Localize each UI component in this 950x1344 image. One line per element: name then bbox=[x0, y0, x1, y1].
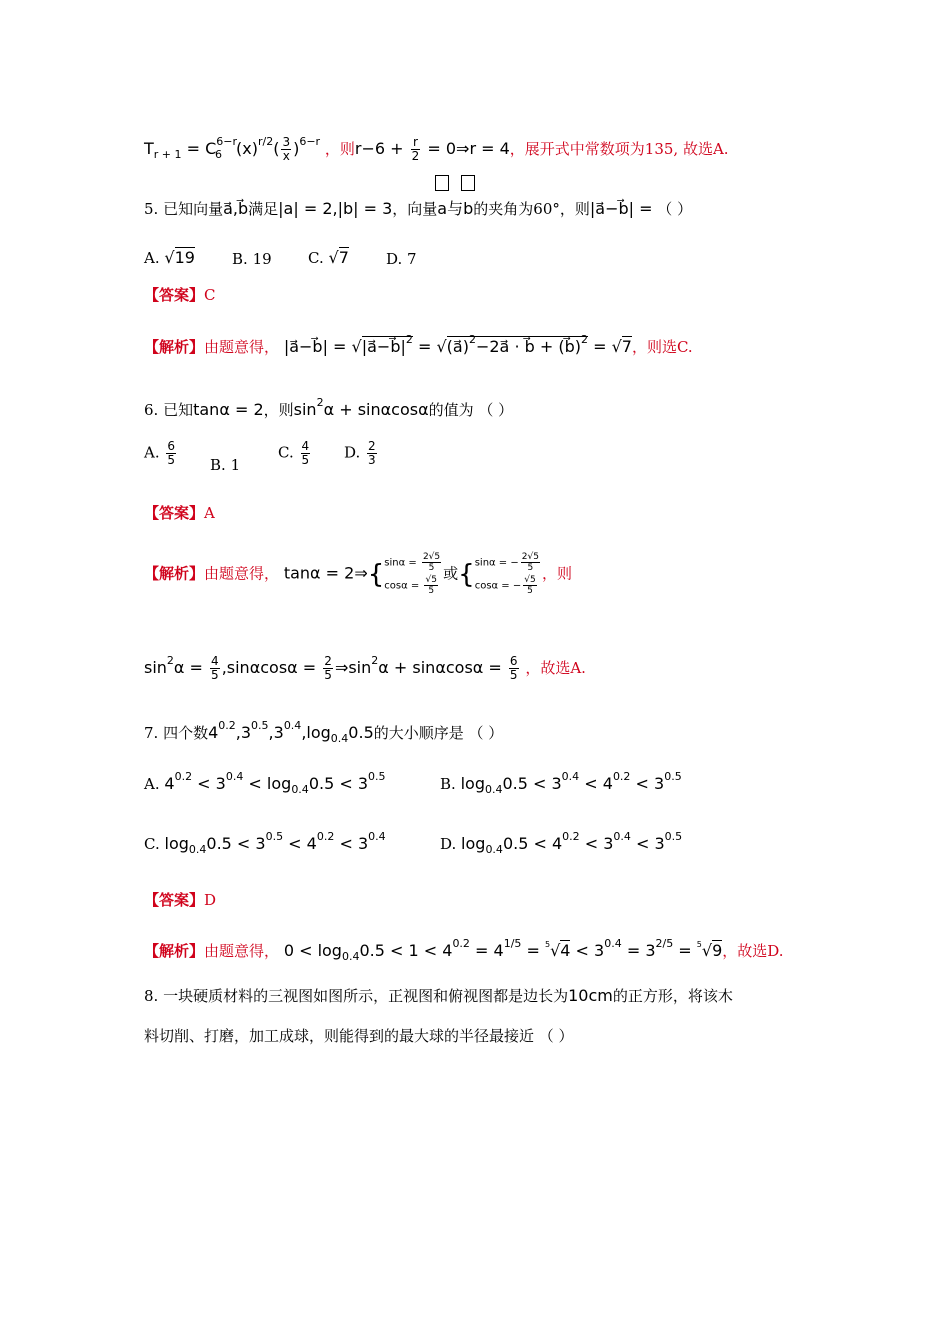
q5-analysis-formula: |a⃗−b⃗| = $√|a⃗-b⃗|^2$ = √(a⃗)$^2$−2a⃗ · b⃗ + (b⃗)$^2$ = √7 bbox=[283, 333, 632, 356]
q8-stem-line2: 料切削、打磨，加工成球，则能得到的最大球的半径最接近 （ ） bbox=[144, 1027, 574, 1045]
q6-analysis-line2: $\sin^2\alpha$ = $\frac{4}{5}$ ,sinαcosα = $\frac{2}{5}$ $\Rightarrow\sin^2\alpha + \sin\alpha\cos\alpha$ = $\frac{6}{5}$ ，故选A. bbox=[144, 654, 586, 682]
q5-option-d: D. 7 bbox=[386, 250, 417, 268]
q5-stem-post: 的夹角为60°，则 bbox=[473, 200, 590, 218]
q4-general-term: $T_{r + 1} = C^{6-r}_6$ $(x)^{r/2}$( $\frac{3}{x}$ )$^{6-r}$ bbox=[144, 135, 321, 163]
q5-stem-text2: ，向量 bbox=[392, 200, 438, 218]
q8-stem-line1: 8. 一块硬质材料的三视图如图所示，正视图和俯视图都是边长为10cm的正方形，将该木 bbox=[144, 986, 733, 1005]
q5-option-b: B. 19 bbox=[232, 250, 272, 268]
q6-answer: 【答案】A bbox=[144, 504, 215, 522]
q7-stem: 7. 四个数$4^{0.2},3^{0.5},3^{0.4},\log_{0.4}0.5$的大小顺序是 （ ） bbox=[144, 719, 504, 745]
q7-option-d: D. $\log_{0.4}0.5 < 4^{0.2} < 3^{0.4} < 3^{0.5}$ bbox=[440, 830, 683, 856]
q6-option-a: A. $\frac{6}{5}$ bbox=[144, 439, 176, 467]
q5-answer: 【答案】C bbox=[144, 286, 216, 304]
q4-conclusion-pre: ，则 bbox=[324, 140, 355, 158]
q5-target: |a⃗−b⃗| = bbox=[589, 199, 653, 218]
q5-condition: |a| = 2,|b| = 3 bbox=[278, 199, 393, 218]
q6-stem: 6. 已知tanα = 2，则$\sin^2\alpha + \sin\alpha\cos\alpha$的值为 （ ） bbox=[144, 396, 514, 419]
q6-analysis: 【解析】由题意得， tanα = 2⇒{ sinα = $\frac{2√5}{5}$ cosα = $\frac{√5}{5}$ 或{ sinα = − $\frac{2√5}{5}$ cosα = − $\frac{√5}{5}$ ，则 bbox=[144, 552, 572, 596]
q5-option-a: A. √19 bbox=[144, 248, 195, 267]
q4-conclusion-post: ，展开式中常数项为135, 故选A. bbox=[509, 140, 729, 158]
q6-option-d: D. $\frac{2}{3}$ bbox=[344, 439, 376, 467]
q7-analysis: 【解析】由题意得， $0 < \log_{0.4}0.5 < 1 < 4^{0.2} = 4^{1/5} = ^5√4 < 3^{0.4} = 3^{2/5} = ^5√9$，故选D. bbox=[144, 937, 784, 963]
q7-answer: 【答案】D bbox=[144, 891, 217, 909]
q7-option-a: A. $4^{0.2} < 3^{0.4} < \log_{0.4}0.5 < 3^{0.5}$ bbox=[144, 770, 386, 796]
q5-analysis: 【解析】由题意得， |a⃗−b⃗| = $√|a⃗-b⃗|^2$ = √(a⃗)$^2$−2a⃗ · b⃗ + (b⃗)$^2$ = √7，则选C. bbox=[144, 333, 693, 356]
q6-option-c: C. $\frac{4}{5}$ bbox=[278, 439, 310, 467]
q5-option-c: C. √7 bbox=[308, 248, 349, 267]
q7-option-c: C. $\log_{0.4}0.5 < 3^{0.5} < 4^{0.2} < 3^{0.4}$ bbox=[144, 830, 386, 856]
q5-ab: a 与b bbox=[437, 199, 473, 218]
q6-system-1: sinα = $\frac{2√5}{5}$ cosα = $\frac{√5}{5}$ bbox=[384, 552, 441, 596]
q5-stem bbox=[144, 199, 692, 219]
q4-conclusion-line bbox=[144, 132, 729, 165]
q6-option-b: B. 1 bbox=[210, 456, 241, 474]
q5-paren: （ ） bbox=[657, 200, 693, 218]
q5-stem-text: 满足 bbox=[248, 200, 279, 218]
q5-number: 5. 已知向量 bbox=[144, 200, 224, 218]
q5-vectors: a⃗,b⃗ bbox=[223, 199, 249, 218]
q7-option-b: B. $\log_{0.4}0.5 < 3^{0.4} < 4^{0.2} < 3^{0.5}$ bbox=[440, 770, 682, 796]
q6-system-2: sinα = − $\frac{2√5}{5}$ cosα = − $\frac{√5}{5}$ bbox=[474, 552, 539, 596]
q4-condition: r−6 + $\frac{r}{2}$ = 0⇒r = 4 bbox=[354, 135, 510, 163]
